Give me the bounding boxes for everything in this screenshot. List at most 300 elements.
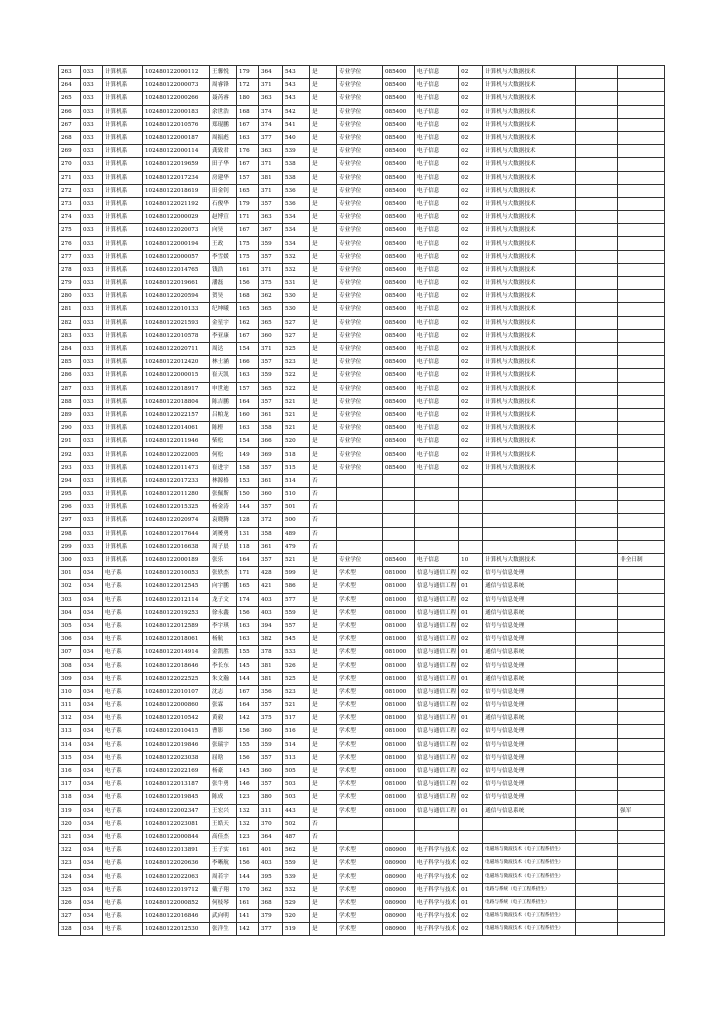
table-cell: 计算机与大数据技术 bbox=[483, 277, 576, 290]
table-cell bbox=[576, 395, 618, 408]
table-cell bbox=[459, 830, 483, 843]
table-cell: 266 bbox=[59, 105, 81, 118]
table-cell: 向宇鹏 bbox=[210, 580, 237, 593]
table-cell: 金星宇 bbox=[210, 316, 237, 329]
table-cell bbox=[618, 830, 665, 843]
table-cell bbox=[618, 448, 665, 461]
table-cell: 033 bbox=[81, 92, 103, 105]
table-cell: 102480122000112 bbox=[143, 66, 210, 79]
table-cell: 张霖 bbox=[210, 699, 237, 712]
table-cell: 102480122010578 bbox=[143, 329, 210, 342]
table-cell: 是 bbox=[310, 171, 337, 184]
table-cell: 377 bbox=[259, 131, 283, 144]
table-cell: 崔天凯 bbox=[210, 369, 237, 382]
table-cell: 167 bbox=[237, 329, 259, 342]
table-cell: 085400 bbox=[383, 224, 415, 237]
table-cell: 高佳杰 bbox=[210, 830, 237, 843]
table-cell: 311 bbox=[259, 804, 283, 817]
table-cell: 电子系 bbox=[103, 593, 143, 606]
table-cell: 屈晗 bbox=[210, 751, 237, 764]
table-cell bbox=[576, 488, 618, 501]
table-cell bbox=[483, 540, 576, 553]
table-row bbox=[59, 725, 665, 738]
table-row bbox=[59, 791, 665, 804]
table-cell bbox=[618, 118, 665, 131]
table-cell: 电子信息 bbox=[415, 553, 459, 566]
table-cell: 102480122000189 bbox=[143, 553, 210, 566]
table-cell: 102480122020711 bbox=[143, 342, 210, 355]
table-cell: 163 bbox=[237, 633, 259, 646]
table-cell: 081000 bbox=[383, 672, 415, 685]
table-cell: 102480122019712 bbox=[143, 883, 210, 896]
table-cell: 是 bbox=[310, 382, 337, 395]
table-cell: 520 bbox=[283, 435, 310, 448]
table-cell: 102480122000194 bbox=[143, 237, 210, 250]
table-cell: 357 bbox=[259, 250, 283, 263]
table-cell: 计算机与大数据技术 bbox=[483, 66, 576, 79]
table-cell: 电子信息 bbox=[415, 79, 459, 92]
table-cell: 02 bbox=[459, 66, 483, 79]
table-cell bbox=[618, 369, 665, 382]
table-cell: 538 bbox=[283, 158, 310, 171]
table-cell bbox=[618, 527, 665, 540]
table-cell: 陈成 bbox=[210, 791, 237, 804]
table-cell: 专业学位 bbox=[337, 382, 383, 395]
table-cell: 081000 bbox=[383, 764, 415, 777]
table-cell: 146 bbox=[237, 778, 259, 791]
table-cell: 电子系 bbox=[103, 659, 143, 672]
table-cell: 034 bbox=[81, 593, 103, 606]
table-cell bbox=[576, 92, 618, 105]
table-cell: 01 bbox=[459, 804, 483, 817]
table-cell: 165 bbox=[237, 303, 259, 316]
table-cell: 是 bbox=[310, 79, 337, 92]
table-cell bbox=[618, 633, 665, 646]
table-cell: 计算机与大数据技术 bbox=[483, 184, 576, 197]
table-cell: 368 bbox=[259, 896, 283, 909]
table-cell: 计算机系 bbox=[103, 488, 143, 501]
table-cell bbox=[576, 923, 618, 936]
table-cell bbox=[483, 501, 576, 514]
table-cell: 428 bbox=[259, 567, 283, 580]
table-cell: 电子系 bbox=[103, 567, 143, 580]
table-cell: 计算机系 bbox=[103, 501, 143, 514]
table-cell: 306 bbox=[59, 633, 81, 646]
table-cell: 计算机与大数据技术 bbox=[483, 329, 576, 342]
table-cell bbox=[618, 910, 665, 923]
table-cell: 02 bbox=[459, 923, 483, 936]
table-cell: 计算机系 bbox=[103, 237, 143, 250]
table-cell: 521 bbox=[283, 422, 310, 435]
table-cell: 381 bbox=[259, 171, 283, 184]
table-row bbox=[59, 580, 665, 593]
table-cell: 313 bbox=[59, 725, 81, 738]
table-cell: 是 bbox=[310, 751, 337, 764]
table-cell: 315 bbox=[59, 751, 81, 764]
table-cell: 167 bbox=[237, 685, 259, 698]
table-cell: 167 bbox=[237, 118, 259, 131]
table-cell bbox=[576, 303, 618, 316]
table-cell: 学术型 bbox=[337, 633, 383, 646]
table-row bbox=[59, 184, 665, 197]
table-cell bbox=[618, 211, 665, 224]
table-cell: 计算机与大数据技术 bbox=[483, 250, 576, 263]
table-cell: 02 bbox=[459, 778, 483, 791]
table-cell: 通信与信息系统 bbox=[483, 606, 576, 619]
table-row bbox=[59, 329, 665, 342]
table-cell: 033 bbox=[81, 488, 103, 501]
table-cell: 279 bbox=[59, 277, 81, 290]
table-cell: 02 bbox=[459, 764, 483, 777]
table-cell: 034 bbox=[81, 764, 103, 777]
table-cell: 电子信息 bbox=[415, 342, 459, 355]
table-cell: 365 bbox=[259, 303, 283, 316]
table-cell: 学术型 bbox=[337, 580, 383, 593]
table-cell: 033 bbox=[81, 277, 103, 290]
table-cell: 02 bbox=[459, 685, 483, 698]
table-cell: 02 bbox=[459, 870, 483, 883]
table-cell bbox=[383, 540, 415, 553]
table-cell: 否 bbox=[310, 817, 337, 830]
table-cell bbox=[576, 712, 618, 725]
table-cell: 080900 bbox=[383, 923, 415, 936]
table-cell: 信息与通信工程 bbox=[415, 593, 459, 606]
table-cell: 计算机与大数据技术 bbox=[483, 237, 576, 250]
table-cell bbox=[576, 448, 618, 461]
table-cell: 02 bbox=[459, 171, 483, 184]
table-cell: 529 bbox=[283, 896, 310, 909]
table-cell: 123 bbox=[237, 791, 259, 804]
table-cell: 102480122014061 bbox=[143, 422, 210, 435]
table-cell: 142 bbox=[237, 923, 259, 936]
table-cell: 160 bbox=[237, 408, 259, 421]
table-cell: 372 bbox=[259, 514, 283, 527]
table-cell: 专业学位 bbox=[337, 342, 383, 355]
table-cell: 专业学位 bbox=[337, 79, 383, 92]
table-cell: 599 bbox=[283, 567, 310, 580]
table-cell: 085400 bbox=[383, 184, 415, 197]
table-cell: 信号与信息处理 bbox=[483, 791, 576, 804]
table-cell: 034 bbox=[81, 567, 103, 580]
table-row bbox=[59, 197, 665, 210]
table-cell: 计算机系 bbox=[103, 66, 143, 79]
table-cell: 专业学位 bbox=[337, 277, 383, 290]
table-cell bbox=[576, 527, 618, 540]
table-cell bbox=[576, 435, 618, 448]
table-cell bbox=[618, 158, 665, 171]
table-cell: 电子系 bbox=[103, 633, 143, 646]
table-cell: 王政 bbox=[210, 237, 237, 250]
table-cell: 信号与信息处理 bbox=[483, 659, 576, 672]
table-cell bbox=[618, 672, 665, 685]
table-cell: 计算机与大数据技术 bbox=[483, 158, 576, 171]
table-cell: 516 bbox=[283, 725, 310, 738]
table-cell: 计算机与大数据技术 bbox=[483, 131, 576, 144]
table-cell: 计算机与大数据技术 bbox=[483, 553, 576, 566]
table-cell bbox=[618, 329, 665, 342]
table-cell: 157 bbox=[237, 171, 259, 184]
table-cell: 张牛勇 bbox=[210, 778, 237, 791]
table-cell: 计算机系 bbox=[103, 158, 143, 171]
table-cell: 280 bbox=[59, 290, 81, 303]
table-cell: 163 bbox=[237, 422, 259, 435]
table-cell: 034 bbox=[81, 725, 103, 738]
table-row bbox=[59, 145, 665, 158]
table-cell: 164 bbox=[237, 699, 259, 712]
table-cell: 计算机系 bbox=[103, 474, 143, 487]
table-cell: 033 bbox=[81, 540, 103, 553]
table-cell bbox=[618, 896, 665, 909]
table-cell: 计算机与大数据技术 bbox=[483, 224, 576, 237]
table-cell: 02 bbox=[459, 738, 483, 751]
table-cell: 吕帕龙 bbox=[210, 408, 237, 421]
table-cell bbox=[618, 92, 665, 105]
table-cell: 02 bbox=[459, 158, 483, 171]
table-cell: 电子科学与技术 bbox=[415, 844, 459, 857]
table-cell: 081000 bbox=[383, 606, 415, 619]
table-cell: 161 bbox=[237, 263, 259, 276]
table-cell: 02 bbox=[459, 422, 483, 435]
table-row bbox=[59, 92, 665, 105]
table-cell: 081000 bbox=[383, 751, 415, 764]
table-cell: 02 bbox=[459, 303, 483, 316]
table-cell: 是 bbox=[310, 435, 337, 448]
table-cell bbox=[415, 527, 459, 540]
table-cell: 364 bbox=[259, 830, 283, 843]
table-cell: 033 bbox=[81, 290, 103, 303]
table-cell: 381 bbox=[259, 659, 283, 672]
table-cell: 02 bbox=[459, 290, 483, 303]
table-cell: 柴松 bbox=[210, 435, 237, 448]
table-cell: 270 bbox=[59, 158, 81, 171]
table-cell: 085400 bbox=[383, 131, 415, 144]
table-cell: 是 bbox=[310, 66, 337, 79]
table-cell: 电子信息 bbox=[415, 250, 459, 263]
table-cell: 081000 bbox=[383, 791, 415, 804]
table-cell: 黄毅 bbox=[210, 712, 237, 725]
table-cell: 155 bbox=[237, 646, 259, 659]
table-cell: 085400 bbox=[383, 277, 415, 290]
table-cell: 是 bbox=[310, 699, 337, 712]
table-cell: 林源格 bbox=[210, 474, 237, 487]
table-cell: 033 bbox=[81, 448, 103, 461]
table-row bbox=[59, 606, 665, 619]
table-cell: 303 bbox=[59, 593, 81, 606]
table-cell: 信号与信息处理 bbox=[483, 567, 576, 580]
table-cell: 赵博宣 bbox=[210, 211, 237, 224]
table-cell: 034 bbox=[81, 883, 103, 896]
table-cell: 540 bbox=[283, 131, 310, 144]
table-cell: 02 bbox=[459, 448, 483, 461]
table-cell: 033 bbox=[81, 316, 103, 329]
table-cell: 02 bbox=[459, 659, 483, 672]
table-cell: 085400 bbox=[383, 237, 415, 250]
table-cell: 085400 bbox=[383, 250, 415, 263]
table-cell: 179 bbox=[237, 66, 259, 79]
table-cell: 158 bbox=[237, 461, 259, 474]
table-cell: 102480122022169 bbox=[143, 764, 210, 777]
table-cell: 是 bbox=[310, 329, 337, 342]
table-cell: 156 bbox=[237, 606, 259, 619]
table-cell: 专业学位 bbox=[337, 422, 383, 435]
table-cell: 电子系 bbox=[103, 896, 143, 909]
table-cell: 085400 bbox=[383, 435, 415, 448]
table-cell: 是 bbox=[310, 250, 337, 263]
table-cell: 034 bbox=[81, 659, 103, 672]
table-cell: 田子华 bbox=[210, 158, 237, 171]
table-cell: 033 bbox=[81, 527, 103, 540]
table-cell: 156 bbox=[237, 857, 259, 870]
table-cell: 534 bbox=[283, 224, 310, 237]
table-cell: 033 bbox=[81, 422, 103, 435]
table-cell: 102480122018917 bbox=[143, 382, 210, 395]
table-cell: 是 bbox=[310, 910, 337, 923]
table-cell: 521 bbox=[283, 553, 310, 566]
table-cell: 计算机系 bbox=[103, 197, 143, 210]
table-row bbox=[59, 158, 665, 171]
table-cell: 是 bbox=[310, 896, 337, 909]
table-cell: 学术型 bbox=[337, 725, 383, 738]
table-cell: 电子系 bbox=[103, 830, 143, 843]
table-cell bbox=[618, 817, 665, 830]
table-cell bbox=[618, 791, 665, 804]
table-cell: 395 bbox=[259, 870, 283, 883]
table-cell: 02 bbox=[459, 277, 483, 290]
table-cell bbox=[618, 316, 665, 329]
table-cell bbox=[383, 474, 415, 487]
table-cell: 102480122002347 bbox=[143, 804, 210, 817]
table-cell: 周若宇 bbox=[210, 870, 237, 883]
table-cell bbox=[459, 474, 483, 487]
table-row bbox=[59, 474, 665, 487]
table-cell: 102480122010542 bbox=[143, 712, 210, 725]
table-cell: 信息与通信工程 bbox=[415, 633, 459, 646]
table-cell: 计算机与大数据技术 bbox=[483, 369, 576, 382]
table-cell: 366 bbox=[259, 435, 283, 448]
table-cell: 276 bbox=[59, 237, 81, 250]
table-cell bbox=[576, 145, 618, 158]
table-cell: 电子系 bbox=[103, 712, 143, 725]
table-cell: 360 bbox=[259, 329, 283, 342]
table-cell: 357 bbox=[259, 778, 283, 791]
table-cell: 144 bbox=[237, 870, 259, 883]
table-cell bbox=[576, 158, 618, 171]
table-cell: 381 bbox=[259, 672, 283, 685]
table-cell: 电子系 bbox=[103, 725, 143, 738]
table-cell: 计算机系 bbox=[103, 553, 143, 566]
table-cell: 358 bbox=[259, 527, 283, 540]
table-cell bbox=[576, 461, 618, 474]
table-cell: 计算机与大数据技术 bbox=[483, 461, 576, 474]
table-cell: 164 bbox=[237, 553, 259, 566]
table-cell: 168 bbox=[237, 290, 259, 303]
table-cell: 503 bbox=[283, 778, 310, 791]
table-cell bbox=[618, 237, 665, 250]
table-cell: 是 bbox=[310, 342, 337, 355]
table-cell: 034 bbox=[81, 685, 103, 698]
table-cell: 545 bbox=[283, 633, 310, 646]
table-cell: 517 bbox=[283, 712, 310, 725]
table-cell: 电子系 bbox=[103, 870, 143, 883]
table-cell: 033 bbox=[81, 263, 103, 276]
table-cell: 是 bbox=[310, 303, 337, 316]
table-cell: 534 bbox=[283, 211, 310, 224]
table-cell: 02 bbox=[459, 224, 483, 237]
table-cell: 是 bbox=[310, 105, 337, 118]
table-cell: 01 bbox=[459, 896, 483, 909]
table-cell: 01 bbox=[459, 580, 483, 593]
table-row bbox=[59, 567, 665, 580]
table-cell: 通信与信息系统 bbox=[483, 646, 576, 659]
table-cell: 285 bbox=[59, 356, 81, 369]
table-cell: 085400 bbox=[383, 342, 415, 355]
table-cell: 283 bbox=[59, 329, 81, 342]
table-row bbox=[59, 224, 665, 237]
table-row bbox=[59, 263, 665, 276]
table-cell: 电子信息 bbox=[415, 211, 459, 224]
table-cell: 电子信息 bbox=[415, 158, 459, 171]
table-cell: 527 bbox=[283, 316, 310, 329]
table-cell: 521 bbox=[283, 699, 310, 712]
table-cell: 郑琨鹏 bbox=[210, 118, 237, 131]
table-cell: 518 bbox=[283, 448, 310, 461]
table-cell: 王馨悦 bbox=[210, 66, 237, 79]
table-cell: 02 bbox=[459, 699, 483, 712]
table-cell bbox=[483, 488, 576, 501]
table-row bbox=[59, 131, 665, 144]
table-cell: 02 bbox=[459, 211, 483, 224]
table-cell: 电子信息 bbox=[415, 263, 459, 276]
table-cell: 陈橙 bbox=[210, 422, 237, 435]
table-cell: 学术型 bbox=[337, 646, 383, 659]
table-cell: 361 bbox=[259, 408, 283, 421]
table-cell: 是 bbox=[310, 646, 337, 659]
table-cell: 专业学位 bbox=[337, 435, 383, 448]
table-cell: 01 bbox=[459, 712, 483, 725]
table-cell: 信息与通信工程 bbox=[415, 567, 459, 580]
table-cell: 171 bbox=[237, 211, 259, 224]
table-cell: 080900 bbox=[383, 844, 415, 857]
table-cell bbox=[576, 699, 618, 712]
table-cell: 电子信息 bbox=[415, 145, 459, 158]
table-cell: 02 bbox=[459, 857, 483, 870]
table-cell bbox=[459, 540, 483, 553]
table-cell: 学术型 bbox=[337, 844, 383, 857]
table-cell: 杨豪 bbox=[210, 764, 237, 777]
table-cell: 102480122000266 bbox=[143, 92, 210, 105]
table-cell bbox=[576, 474, 618, 487]
table-cell: 033 bbox=[81, 501, 103, 514]
table-cell bbox=[618, 461, 665, 474]
table-cell bbox=[618, 764, 665, 777]
table-cell bbox=[337, 817, 383, 830]
table-cell: 375 bbox=[259, 712, 283, 725]
table-cell: 081000 bbox=[383, 699, 415, 712]
table-cell: 542 bbox=[283, 105, 310, 118]
table-cell: 刘赟勇 bbox=[210, 527, 237, 540]
table-cell bbox=[618, 580, 665, 593]
table-cell: 袁晓腾 bbox=[210, 514, 237, 527]
table-cell: 085400 bbox=[383, 316, 415, 329]
table-cell: 计算机系 bbox=[103, 461, 143, 474]
table-cell: 367 bbox=[259, 224, 283, 237]
table-cell: 电子系 bbox=[103, 606, 143, 619]
table-cell: 559 bbox=[283, 606, 310, 619]
table-cell bbox=[483, 817, 576, 830]
table-cell: 专业学位 bbox=[337, 408, 383, 421]
table-cell: 281 bbox=[59, 303, 81, 316]
table-cell: 541 bbox=[283, 118, 310, 131]
